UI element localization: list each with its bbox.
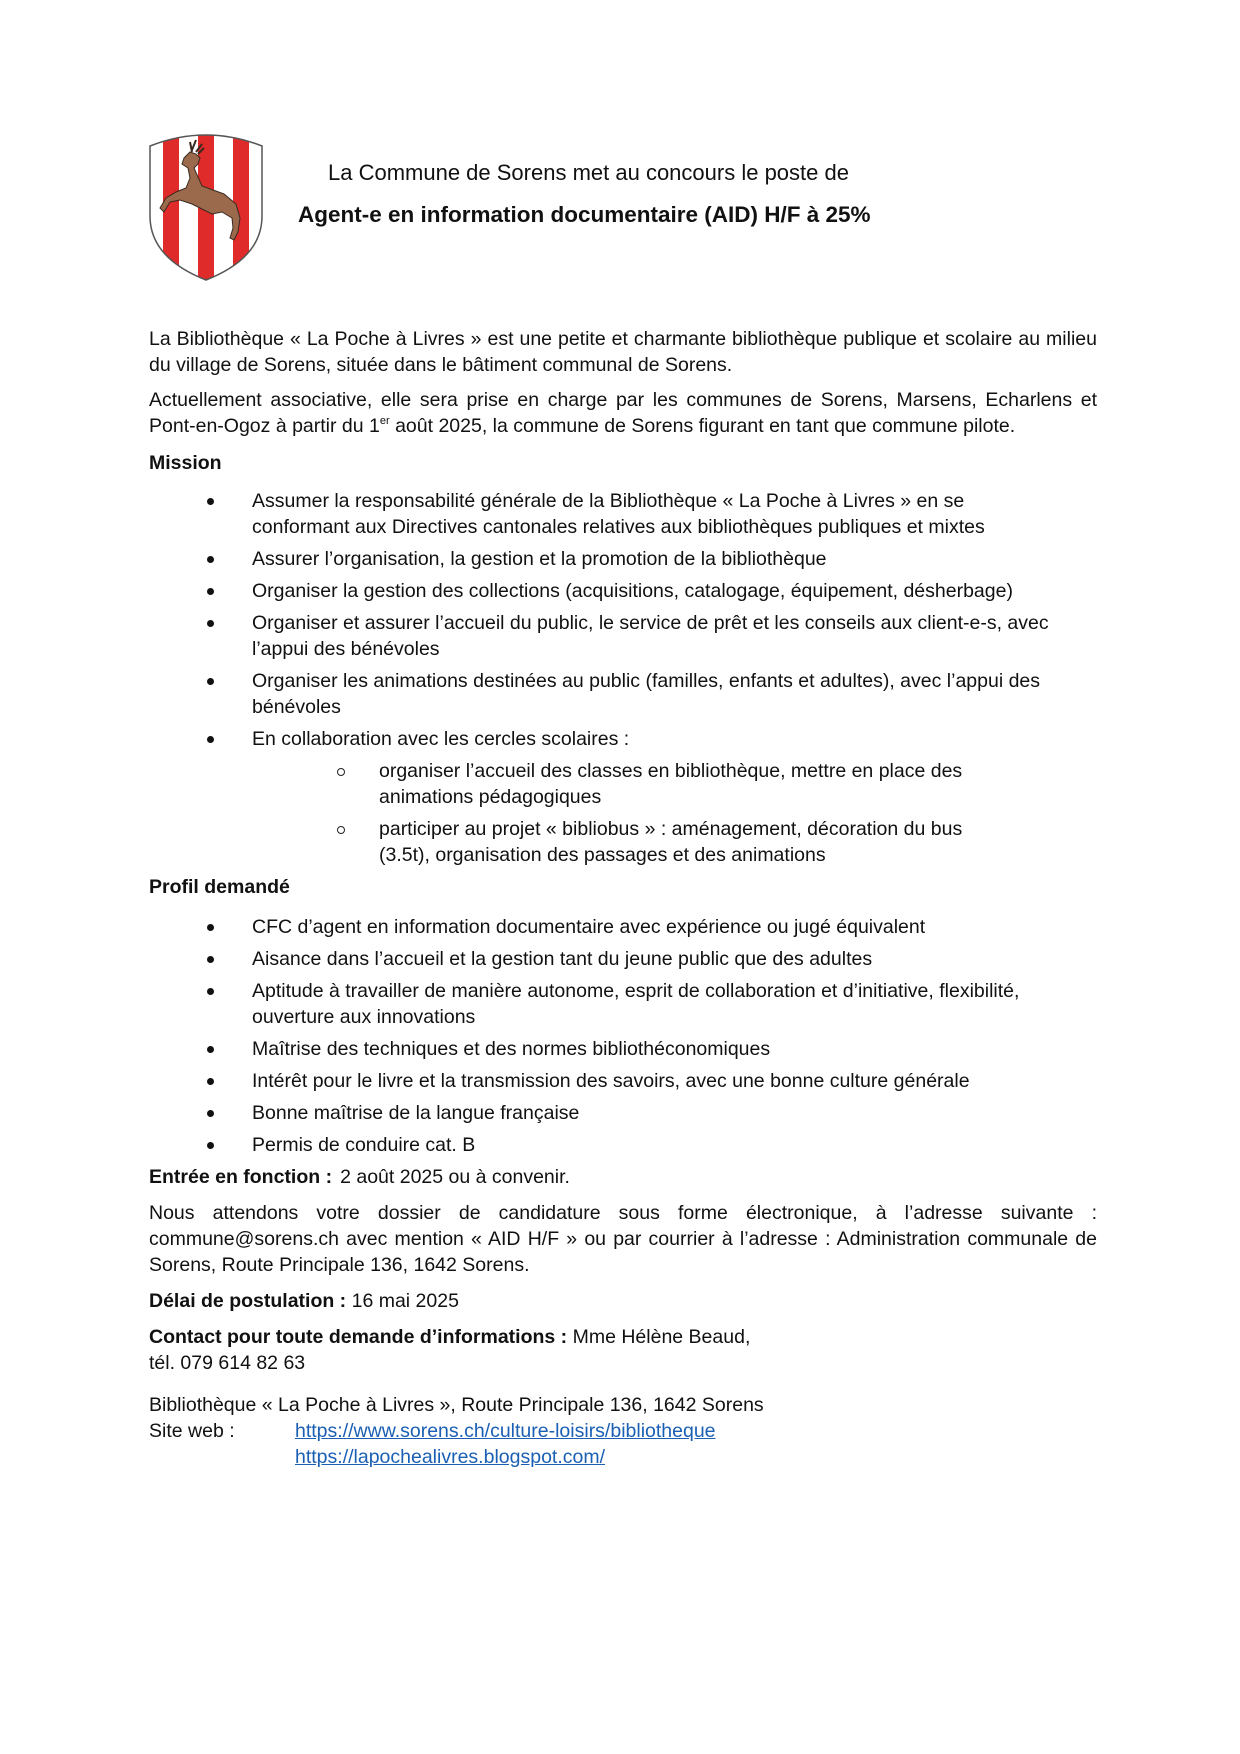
blog-link[interactable]: https://lapochealivres.blogspot.com/: [295, 1446, 606, 1468]
profile-item: [149, 1068, 1097, 1094]
start-date: [149, 1164, 1097, 1190]
profile-item-text: Aisance dans l’accueil et la gestion tant du jeune public que des adultes: [252, 948, 873, 970]
website-links: [295, 1418, 716, 1470]
profile-heading: Profil demandé: [149, 876, 290, 898]
header-intro: La Commune de Sorens met au concours le poste de: [328, 160, 849, 185]
bullet-icon: [207, 678, 214, 685]
intro-paragraph-2-text-a: Actuellement associative, elle sera prise en charge par les communes de Sorens, Marsens, Echarlens et Pont-en-Ogoz à partir du 1: [149, 389, 1097, 437]
mission-item: [149, 610, 1097, 662]
intro-paragraph-1: La Bibliothèque « La Poche à Livres » est une petite et charmante bibliothèque publique et scolaire au milieu du village de Sorens, située dans le bâtiment communal de Sorens.: [149, 328, 1097, 376]
mission-item-text: En collaboration avec les cercles scolaires :: [252, 728, 630, 750]
profile-item: [149, 1036, 1097, 1062]
mission-sub-item: [252, 758, 1097, 810]
contact-name: Mme Hélène Beaud,: [572, 1326, 751, 1348]
circle-bullet-icon: [337, 826, 345, 834]
mission-item: [149, 546, 1097, 572]
mission-sub-item: [252, 816, 1097, 868]
intro-paragraph-2-text-b: août 2025, la commune de Sorens figurant en tant que commune pilote.: [389, 415, 1016, 437]
bullet-icon: [207, 1078, 214, 1085]
bullet-icon: [207, 1142, 214, 1149]
library-address: Bibliothèque « La Poche à Livres », Route Principale 136, 1642 Sorens: [149, 1394, 764, 1416]
mission-sub-item-text: participer au projet « bibliobus » : aménagement, décoration du bus (3.5t), organisation des passages et des animations: [379, 818, 963, 866]
bullet-icon: [207, 956, 214, 963]
profile-item: [149, 1100, 1097, 1126]
deadline-label: Délai de postulation :: [149, 1290, 347, 1312]
profile-item-text: Maîtrise des techniques et des normes bibliothéconomiques: [252, 1038, 771, 1060]
document-body: [149, 326, 1097, 1470]
bullet-icon: [207, 924, 214, 931]
commune-library-link[interactable]: https://www.sorens.ch/culture-loisirs/bibliotheque: [295, 1420, 716, 1442]
mission-item: [149, 578, 1097, 604]
bullet-icon: [207, 588, 214, 595]
mission-item: [149, 488, 1097, 540]
job-title: Agent-e en information documentaire (AID) H/F à 25%: [298, 202, 871, 227]
bullet-icon: [207, 556, 214, 563]
bullet-icon: [207, 620, 214, 627]
mission-sub-item-text: organiser l’accueil des classes en bibliothèque, mettre en place des animations pédagogiques: [379, 760, 963, 808]
intro-paragraph-2: [149, 387, 1097, 439]
mission-list: [149, 488, 1097, 868]
circle-bullet-icon: [337, 768, 345, 776]
start-date-value: 2 août 2025 ou à convenir.: [340, 1166, 570, 1188]
mission-item: [149, 668, 1097, 720]
contact-phone: tél. 079 614 82 63: [149, 1352, 306, 1374]
profile-item-text: Intérêt pour le livre et la transmission des savoirs, avec une bonne culture générale: [252, 1070, 970, 1092]
profile-item-text: CFC d’agent en information documentaire avec expérience ou jugé équivalent: [252, 916, 926, 938]
website-row: [149, 1418, 1097, 1470]
profile-item: [149, 978, 1097, 1030]
deadline-value: 16 mai 2025: [351, 1290, 459, 1312]
profile-item: [149, 1132, 1097, 1158]
bullet-icon: [207, 736, 214, 743]
contact-line: [149, 1324, 1097, 1350]
mission-item: [149, 726, 1097, 868]
mission-item-text: Organiser la gestion des collections (acquisitions, catalogage, équipement, désherbage): [252, 580, 1013, 602]
mission-item-text: Assurer l’organisation, la gestion et la promotion de la bibliothèque: [252, 548, 827, 570]
bullet-icon: [207, 1110, 214, 1117]
sorens-coat-of-arms-logo: [146, 128, 266, 283]
contact: [149, 1324, 1097, 1376]
mission-item-text: Organiser les animations destinées au public (familles, enfants et adultes), avec l’appui des bénévoles: [252, 670, 1041, 718]
profile-item: [149, 946, 1097, 972]
bullet-icon: [207, 1046, 214, 1053]
profile-item-text: Bonne maîtrise de la langue française: [252, 1102, 580, 1124]
profile-list: [149, 914, 1097, 1158]
contact-label: Contact pour toute demande d’informations :: [149, 1326, 568, 1348]
profile-item-text: Permis de conduire cat. B: [252, 1134, 476, 1156]
mission-item-text: Assumer la responsabilité générale de la Bibliothèque « La Poche à Livres » en se conformant aux Directives cantonales relatives aux bibliothèques publiques et mixtes: [252, 490, 985, 538]
application-instructions: Nous attendons votre dossier de candidature sous forme électronique, à l’adresse suivante : commune@sorens.ch avec mention « AID H/F » ou par courrier à l’adresse : Administration communale de Sorens, Route Principale 136, 1642 Sorens.: [149, 1202, 1097, 1276]
website-label: Site web :: [149, 1420, 235, 1442]
bullet-icon: [207, 498, 214, 505]
profile-item: [149, 914, 1097, 940]
ordinal-superscript: er: [379, 415, 390, 427]
mission-sub-list: [149, 758, 1097, 868]
profile-item-text: Aptitude à travailler de manière autonome, esprit de collaboration et d’initiative, flexibilité, ouverture aux innovations: [252, 980, 1020, 1028]
footer: [149, 1392, 1097, 1470]
bullet-icon: [207, 988, 214, 995]
start-date-label: Entrée en fonction :: [149, 1166, 333, 1188]
mission-heading: Mission: [149, 452, 222, 474]
mission-item-text: Organiser et assurer l’accueil du public, le service de prêt et les conseils aux client-e-s, avec l’appui des bénévoles: [252, 612, 1049, 660]
deadline: [149, 1288, 1097, 1314]
